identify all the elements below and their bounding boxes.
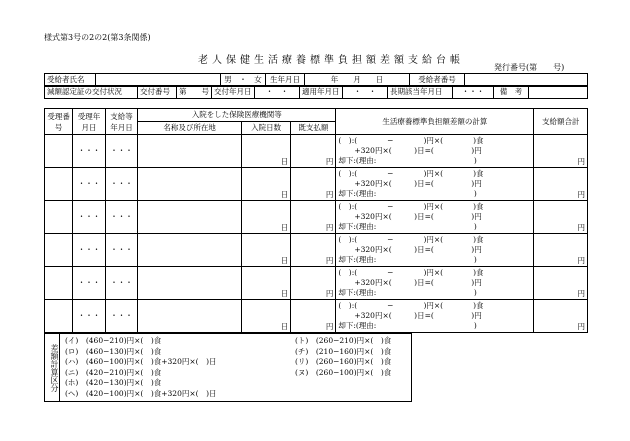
accept-no-cell[interactable] [45,300,73,333]
accept-date-cell[interactable]: ・・・ [73,234,105,267]
legend-item: (リ) (260−160)円×( )食 [295,357,392,366]
accept-date-cell[interactable]: ・・・ [73,201,105,234]
total-cell[interactable]: 円 [534,300,588,333]
total-cell[interactable]: 円 [534,135,588,168]
page-title: 老人保健生活療養標準負担額差額支給台帳 [198,55,464,66]
accept-date-cell[interactable]: ・・・ [73,300,105,333]
dob-field[interactable]: 年 月 日 [305,74,410,87]
days-cell[interactable]: 日 [242,168,291,201]
days-header: 入院日数 [242,122,291,135]
legend-title: 差額計算区分 [45,334,60,401]
paid-cell[interactable]: 円 [291,201,336,234]
calc-cell[interactable] [336,201,534,234]
accept-date-cell[interactable]: ・・・ [73,168,105,201]
calc-cell[interactable] [336,234,534,267]
name-addr-cell[interactable] [138,168,242,201]
table-row [45,168,588,201]
apply-date-field[interactable]: ・ ・ [343,86,388,99]
name-addr-cell[interactable] [138,135,242,168]
days-cell[interactable]: 日 [242,234,291,267]
issue-no-field[interactable]: 第 号 [177,86,212,99]
paid-cell[interactable]: 円 [291,267,336,300]
paid-cell[interactable]: 円 [291,168,336,201]
accept-no-cell[interactable] [45,201,73,234]
legend-item: (ハ) (460−100)円×( )食+320円×( )日 [65,357,217,366]
long-term-field[interactable]: ・・・ [453,86,494,99]
calc-line-meal: ( ):( − )円×( )食 [338,268,484,277]
calc-line-meal: ( ):( − )円×( )食 [338,235,484,244]
calc-line-reject: 却下:(理由: ) [338,189,477,198]
table-row [45,300,588,333]
calc-line-days: +320円×( )日=( )円 [354,146,482,155]
issue-no-label: 交付番号 [138,86,177,99]
table-row [45,234,588,267]
payment-ledger-table [44,108,588,333]
gender-field[interactable]: 男 ・ 女 [221,74,266,87]
table-row [45,201,588,234]
calc-line-days: +320円×( )日=( )円 [354,212,482,221]
pay-date-cell[interactable]: ・・・ [105,300,137,333]
remarks-label: 備 考 [494,86,529,99]
legend-item: (ロ) (460−130)円×( )食 [65,346,162,356]
calc-line-days: +320円×( )日=( )円 [354,245,482,254]
legend-item: (ト) (260−210)円×( )食 [295,336,392,345]
facility-header: 入院をした保険医療機関等 [138,109,336,122]
accept-no-header: 受理番号 [45,109,73,135]
paid-cell[interactable]: 円 [291,234,336,267]
calc-category-legend [44,333,412,402]
legend-item: (チ) (210−160)円×( )食 [295,346,392,356]
calc-header: 生活療養標準負担額差額の計算 [336,109,534,135]
accept-no-cell[interactable] [45,135,73,168]
calc-line-meal: ( ):( − )円×( )食 [338,202,484,211]
calc-line-meal: ( ):( − )円×( )食 [338,301,484,310]
legend-item: (イ) (460−210)円×( )食 [65,336,162,345]
calc-line-reject: 却下:(理由: ) [338,288,477,297]
calc-cell[interactable] [336,168,534,201]
name-addr-cell[interactable] [138,267,242,300]
pay-date-cell[interactable]: ・・・ [105,135,137,168]
issue-number: 発行番号(第 号) [494,63,565,72]
issue-date-field[interactable]: ・ ・ [255,86,300,99]
accept-no-cell[interactable] [45,234,73,267]
accept-date-cell[interactable]: ・・・ [73,267,105,300]
calc-line-days: +320円×( )日=( )円 [354,311,482,320]
calc-line-reject: 却下:(理由: ) [338,156,477,165]
apply-date-label: 適用年月日 [300,86,343,99]
pay-date-cell[interactable]: ・・・ [105,267,137,300]
legend-item: (ヘ) (420−100)円×( )食+320円×( )日 [65,388,217,398]
calc-line-meal: ( ):( − )円×( )食 [338,136,484,145]
table-row [45,267,588,300]
long-term-label: 長期該当年月日 [388,86,453,99]
total-cell[interactable]: 円 [534,168,588,201]
calc-line-reject: 却下:(理由: ) [338,222,477,231]
days-cell[interactable]: 日 [242,300,291,333]
accept-no-cell[interactable] [45,267,73,300]
name-addr-header: 名称及び所在地 [138,122,242,135]
calc-line-days: +320円×( )日=( )円 [354,278,482,287]
calc-cell[interactable] [336,135,534,168]
accept-no-cell[interactable] [45,168,73,201]
days-cell[interactable]: 日 [242,201,291,234]
paid-cell[interactable]: 円 [291,300,336,333]
days-cell[interactable]: 日 [242,267,291,300]
legend-item: (ニ) (420−210)円×( )食 [65,367,162,377]
name-addr-cell[interactable] [138,300,242,333]
pay-date-cell[interactable]: ・・・ [105,201,137,234]
calc-line-reject: 却下:(理由: ) [338,321,477,330]
pay-date-cell[interactable]: ・・・ [105,168,137,201]
calc-line-days: +320円×( )日=( )円 [354,179,482,188]
legend-item: (ヌ) (260−100)円×( )食 [295,367,392,377]
calc-line-meal: ( ):( − )円×( )食 [338,169,484,178]
total-cell[interactable]: 円 [534,267,588,300]
name-addr-cell[interactable] [138,234,242,267]
paid-cell[interactable]: 円 [291,135,336,168]
accept-date-cell[interactable]: ・・・ [73,135,105,168]
calc-cell[interactable] [336,300,534,333]
total-cell[interactable]: 円 [534,201,588,234]
dob-label: 生年月日 [266,74,305,87]
days-cell[interactable]: 日 [242,135,291,168]
form-label: 様式第3号の2の2(第3条関係) [44,33,151,42]
cert-status-label: 減額認定証の交付状況 [45,86,138,99]
name-addr-cell[interactable] [138,201,242,234]
recipient-name-label: 受給者氏名 [45,74,96,87]
pay-date-header: 支給等年月日 [105,109,137,135]
legend-item: (ホ) (420−130)円×( )食 [65,378,162,387]
calc-line-reject: 却下:(理由: ) [338,255,477,264]
total-header: 支給額合計 [534,109,588,135]
paid-header: 既支払額 [291,122,336,135]
calc-cell[interactable] [336,267,534,300]
pay-date-cell[interactable]: ・・・ [105,234,137,267]
recipient-no-label: 受給者番号 [410,74,465,87]
accept-date-header: 受理年月日 [73,109,105,135]
total-cell[interactable]: 円 [534,234,588,267]
table-row [45,135,588,168]
issue-date-label: 交付年月日 [212,86,255,99]
certificate-info-table [44,85,588,99]
remarks-field[interactable] [529,86,588,99]
